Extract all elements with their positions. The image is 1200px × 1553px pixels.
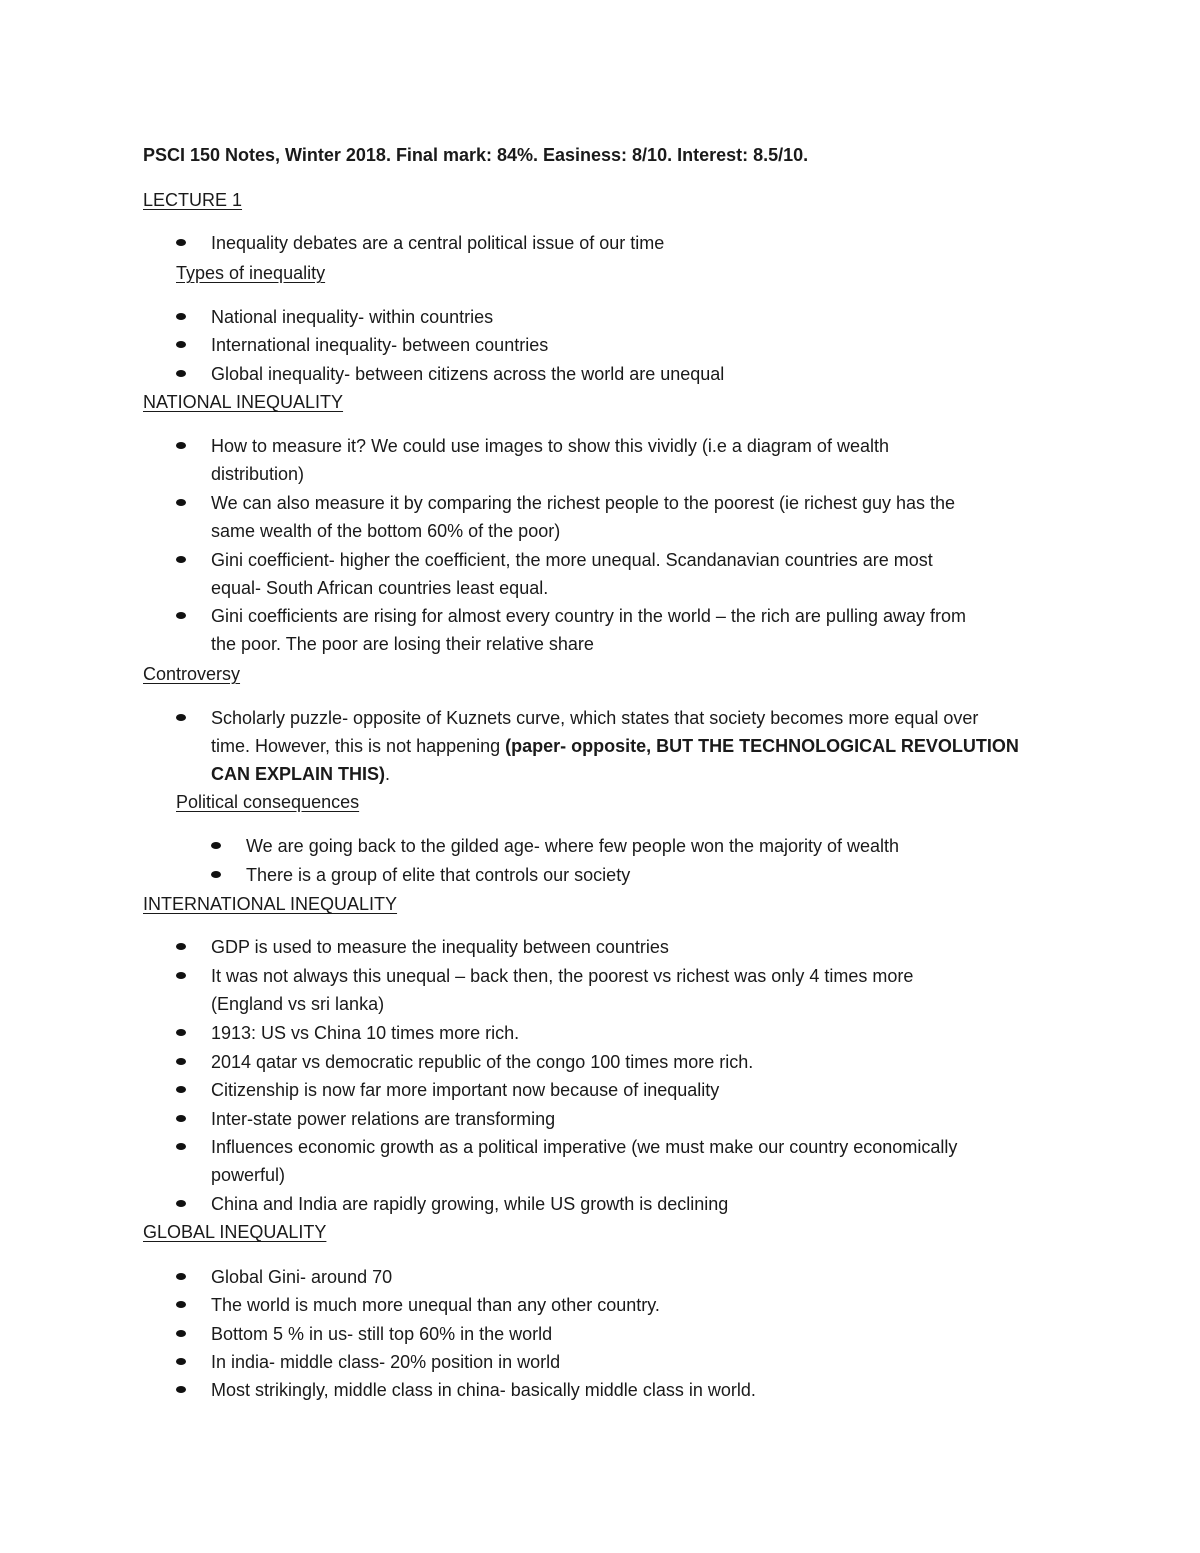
- international-item-8: China and India are rapidly growing, while US growth is declining: [211, 1194, 729, 1214]
- bullet-icon: [176, 313, 186, 320]
- national-bullet-3-line-1: Gini coefficient- higher the coefficient, the more unequal. Scandanavian countries are most: [211, 550, 933, 570]
- global-item-2: The world is much more unequal than any other country.: [211, 1295, 660, 1315]
- national-bullet-2-line-1: We can also measure it by comparing the richest people to the poorest (ie richest guy has the: [211, 493, 956, 513]
- national-bullet-1-line-1: How to measure it? We could use images to show this vividly (i.e a diagram of wealth: [211, 436, 889, 456]
- controversy-line-2-plain: time. However, this is not happening: [211, 736, 506, 756]
- international-item-2-line-1: It was not always this unequal – back then, the poorest vs richest was only 4 times more: [211, 966, 914, 986]
- controversy-line-2-bold: (paper- opposite, BUT THE TECHNOLOGICAL REVOLUTION: [505, 736, 1019, 756]
- document-title: PSCI 150 Notes, Winter 2018. Final mark: 84%. Easiness: 8/10. Interest: 8.5/10.: [143, 145, 809, 165]
- bullet-icon: [176, 1358, 186, 1365]
- international-item-1: GDP is used to measure the inequality between countries: [211, 937, 669, 957]
- global-item-5: Most strikingly, middle class in china- basically middle class in world.: [211, 1380, 756, 1400]
- bullet-icon: [176, 943, 186, 950]
- national-bullet-1-line-2: distribution): [211, 464, 305, 484]
- international-item-7-line-2: powerful): [211, 1165, 286, 1185]
- bullet-icon: [176, 370, 186, 377]
- international-heading: INTERNATIONAL INEQUALITY: [143, 894, 398, 914]
- political-item-2: There is a group of elite that controls our society: [246, 865, 631, 885]
- bullet-icon: [176, 239, 186, 246]
- bullet-icon: [176, 1330, 186, 1337]
- international-item-6: Inter-state power relations are transforming: [211, 1109, 556, 1129]
- controversy-line-2: [211, 732, 1019, 760]
- bullet-icon: [176, 442, 186, 449]
- types-item-national: National inequality- within countries: [211, 307, 494, 327]
- bullet-icon: [176, 1086, 186, 1093]
- bullet-icon: [176, 1200, 186, 1207]
- bullet-icon: [176, 972, 186, 979]
- bullet-icon: [211, 871, 221, 878]
- national-bullet-4-line-2: the poor. The poor are losing their relative share: [211, 634, 594, 654]
- international-item-7-line-1: Influences economic growth as a political imperative (we must make our country economically: [211, 1137, 958, 1157]
- controversy-line-1: Scholarly puzzle- opposite of Kuznets curve, which states that society becomes more equal over: [211, 708, 979, 728]
- bullet-icon: [176, 341, 186, 348]
- bullet-icon: [176, 714, 186, 721]
- global-item-1: Global Gini- around 70: [211, 1267, 393, 1287]
- international-item-4: 2014 qatar vs democratic republic of the congo 100 times more rich.: [211, 1052, 754, 1072]
- lecture-heading: LECTURE 1: [143, 190, 243, 210]
- bullet-icon: [176, 1386, 186, 1393]
- political-heading: Political consequences: [176, 792, 360, 812]
- bullet-icon: [176, 499, 186, 506]
- international-item-5: Citizenship is now far more important now because of inequality: [211, 1080, 720, 1100]
- global-heading: GLOBAL INEQUALITY: [143, 1222, 327, 1242]
- types-item-international: International inequality- between countries: [211, 335, 549, 355]
- bullet-icon: [176, 556, 186, 563]
- bullet-icon: [176, 1029, 186, 1036]
- controversy-line-3-plain: .: [385, 764, 391, 784]
- controversy-line-3-bold: CAN EXPLAIN THIS): [211, 764, 386, 784]
- national-heading: NATIONAL INEQUALITY: [143, 392, 344, 412]
- bullet-icon: [176, 612, 186, 619]
- intro-bullet-text: Inequality debates are a central political issue of our time: [211, 233, 665, 253]
- bullet-icon: [176, 1143, 186, 1150]
- national-bullet-4-line-1: Gini coefficients are rising for almost every country in the world – the rich are pulling away from: [211, 606, 966, 626]
- bullet-icon: [211, 842, 221, 849]
- types-heading: Types of inequality: [176, 263, 326, 283]
- bullet-icon: [176, 1301, 186, 1308]
- controversy-line-3: [211, 760, 390, 788]
- types-item-global: Global inequality- between citizens across the world are unequal: [211, 364, 725, 384]
- international-item-2-line-2: (England vs sri lanka): [211, 994, 385, 1014]
- bullet-icon: [176, 1115, 186, 1122]
- global-item-4: In india- middle class- 20% position in world: [211, 1352, 561, 1372]
- bullet-icon: [176, 1273, 186, 1280]
- bullet-icon: [176, 1058, 186, 1065]
- international-item-3: 1913: US vs China 10 times more rich.: [211, 1023, 520, 1043]
- political-item-1: We are going back to the gilded age- where few people won the majority of wealth: [246, 836, 900, 856]
- controversy-heading: Controversy: [143, 664, 241, 684]
- global-item-3: Bottom 5 % in us- still top 60% in the world: [211, 1324, 553, 1344]
- national-bullet-2-line-2: same wealth of the bottom 60% of the poor): [211, 521, 561, 541]
- national-bullet-3-line-2: equal- South African countries least equal.: [211, 578, 549, 598]
